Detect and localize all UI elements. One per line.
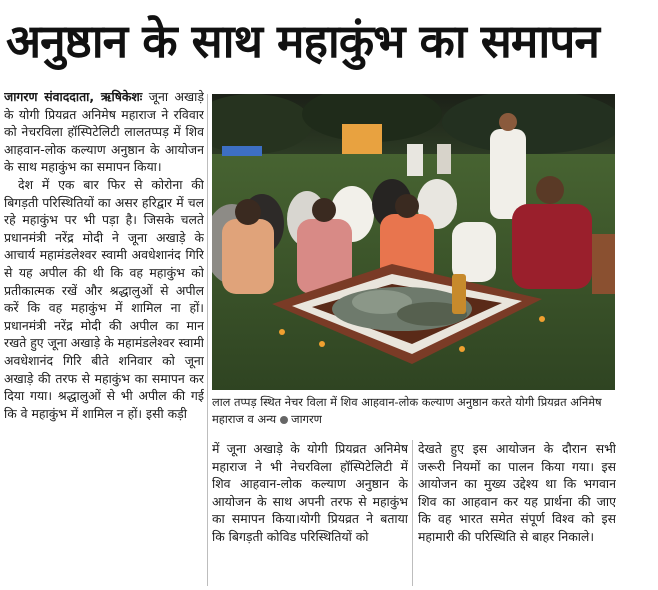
article-column-left xyxy=(4,88,204,588)
photo-caption xyxy=(212,394,616,434)
paragraph-2: देश में एक बार फिर से कोरोना की बिगड़ती परिस्थितियों का असर हरिद्वार में चल रहे महाकुंभ पर भी पड़ा है। जिसके चलते प्रधानमंत्री नरेंद्र मोदी ने जूना अखाड़े के आचार्य महामंडलेश्वर स्वामी अवधेशानंद गिरि से यह अपील की थी कि वह महाकुंभ को प्रतीकात्मक रखें और श्रद्धालुओं से अपील करें कि वह महाकुंभ में शामिल ना हों। प्रधानमंत्री नरेंद्र मोदी की अपील का मान रखते हुए जूना अखाड़े के महामंडलेश्वर स्वामी अवधेशानंद गिरि बीते शनिवार को जूना अखाड़े की तरफ से महाकुंभ का समापन कर दिया गया। श्रद्धालुओं से भी अपील की गई कि वे महाकुंभ में शामिल न हों। इसी कड़ी xyxy=(4,176,204,421)
photo-credit: जागरण xyxy=(291,412,322,426)
column-3-text: देखते हुए इस आयोजन के दौरान सभी जरूरी नियमों का पालन किया गया। इस आयोजन का मुख्य उद्देश्य था कि भगवान शिव का आहवान कर यह प्रार्थना की जाए कि वह भारत समेत संपूर्ण विश्व को इस महामारी की परिस्थिति से बाहर निकाले। xyxy=(418,441,616,544)
column-divider xyxy=(412,440,413,586)
lead-text: जूना अखाड़े के योगी प्रियव्रत अनिमेष महाराज ने रविवार को नेचरविला हॉस्पिटेलिटी लालतप्पड़ में शिव आहवान-लोक कल्याण अनुष्ठान के आयोजन के साथ महाकुंभ का समापन किया। xyxy=(4,89,204,175)
article-column-right xyxy=(418,440,616,586)
lead-paragraph xyxy=(4,88,204,176)
byline: जागरण संवाददाता, ऋषिकेशः xyxy=(4,89,143,104)
news-photo xyxy=(212,94,615,390)
photo-caption-text: लाल तप्पड़ स्थित नेचर विला में शिव आहवान-लोक कल्याण अनुष्ठान करते योगी प्रियव्रत अनिमेष महाराज व अन्य xyxy=(212,395,602,426)
column-divider xyxy=(207,94,208,586)
article-column-middle xyxy=(212,440,408,586)
credit-dot-icon xyxy=(280,416,288,424)
column-2-text: में जूना अखाड़े के योगी प्रियव्रत अनिमेष महाराज ने भी नेचरविला हॉस्पिटेलिटी में शिव आहवान-लोक कल्याण अनुष्ठान के आयोजन के साथ अपनी तरफ से महाकुंभ का समापन किया।योगी प्रियव्रत ने बताया कि बिगड़ती कोविड परिस्थितियों को xyxy=(212,441,408,544)
headline: अनुष्ठान के साथ महाकुंभ का समापन xyxy=(6,14,599,68)
